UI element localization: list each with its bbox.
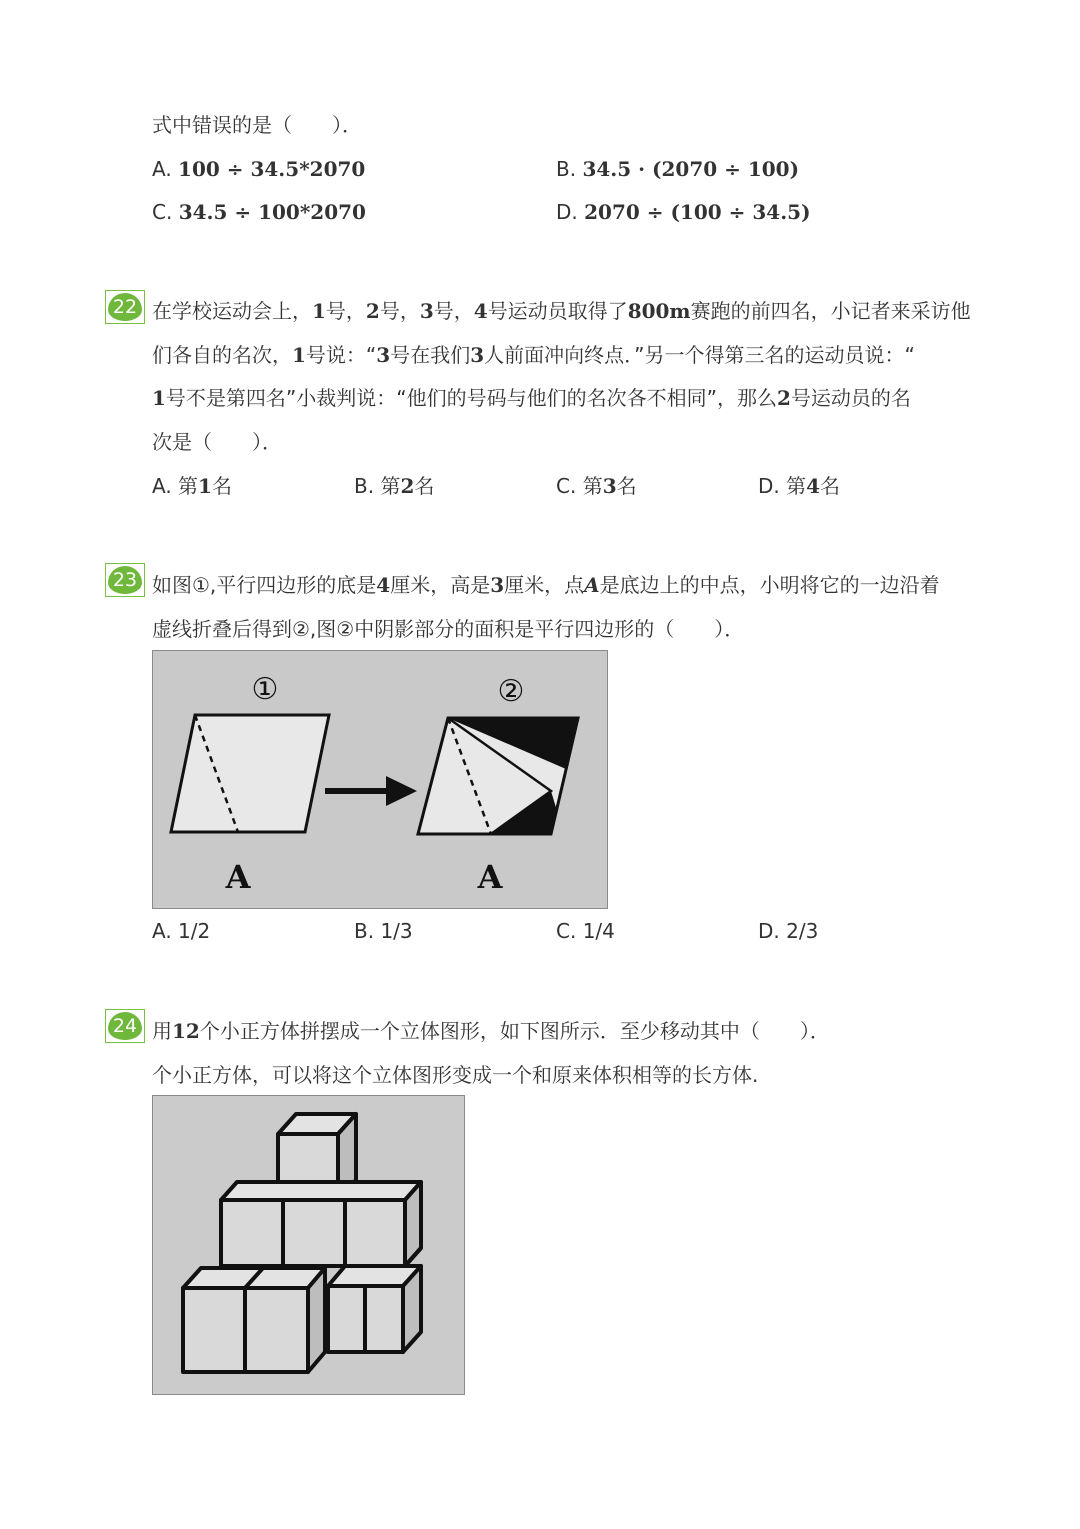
q22-option-d[interactable]: D. 第4名: [758, 474, 841, 498]
option-expr: 100 ÷ 34.5*2070: [178, 157, 366, 181]
point-a-label-2: A: [477, 858, 503, 896]
q24-stem-line-2: 个小正方体，可以将这个立体图形变成一个和原来体积相等的长方体.: [152, 1063, 759, 1087]
q23-option-c[interactable]: C. 1/4: [556, 919, 615, 943]
q24-stem-line-1: 用12个小正方体拼摆成一个立体图形，如下图所示．至少移动其中（ ）．: [152, 1019, 830, 1043]
option-label: A.: [152, 157, 172, 181]
question-number: 23: [108, 566, 142, 594]
figure-label-2: ②: [497, 674, 525, 709]
q21-option-a[interactable]: [152, 155, 365, 183]
figure-label-1: ①: [251, 672, 279, 707]
q22-stem-line-3: 1号不是第四名”小裁判说：“他们的号码与他们的名次各不相同”，那么2号运动员的名: [152, 386, 911, 410]
q21-option-c[interactable]: [152, 198, 366, 226]
q23-option-a[interactable]: A. 1/2: [152, 919, 211, 943]
option-label: D.: [556, 200, 578, 224]
option-expr: 34.5 ÷ 100*2070: [178, 200, 366, 224]
option-expr: 2070 ÷ (100 ÷ 34.5): [584, 200, 811, 224]
cube-row-bottom-front: [183, 1268, 325, 1372]
question-number-badge: [105, 563, 145, 597]
parallelogram-fold-figure: [152, 650, 608, 909]
q21-option-d[interactable]: [556, 198, 811, 226]
option-label: C.: [152, 200, 173, 224]
question-number: 22: [108, 293, 142, 321]
q23-stem-line-1: 如图①,平行四边形的底是4厘米，高是3厘米，点A是底边上的中点，小明将它的一边沿着: [152, 573, 940, 597]
parallelogram-1: [171, 715, 329, 832]
point-a-label-1: A: [225, 858, 251, 896]
question-number-badge: [105, 1009, 145, 1043]
q21-option-b[interactable]: [556, 155, 799, 183]
q23-stem-line-2: 虚线折叠后得到②,图②中阴影部分的面积是平行四边形的（ ）．: [152, 617, 745, 641]
question-number-badge: [105, 290, 145, 324]
option-label: B.: [556, 157, 577, 181]
q22-option-a[interactable]: A. 第1名: [152, 474, 232, 498]
question-number: 24: [108, 1012, 142, 1040]
q23-option-b[interactable]: B. 1/3: [354, 919, 413, 943]
q23-option-d[interactable]: D. 2/3: [758, 919, 819, 943]
cube-row-middle: [221, 1182, 421, 1266]
cube-stack-figure: [152, 1095, 465, 1395]
cube-row-lower-right: [328, 1266, 421, 1352]
q22-stem-line-1: 在学校运动会上，1号，2号，3号，4号运动员取得了800m赛跑的前四名，小记者来采访他: [152, 299, 971, 323]
option-expr: 34.5 · (2070 ÷ 100): [582, 157, 800, 181]
q22-stem-line-4: 次是（ ）．: [152, 430, 282, 454]
q21-stem-tail: 式中错误的是（ ）．: [152, 113, 362, 137]
q22-option-c[interactable]: C. 第3名: [556, 474, 637, 498]
q22-option-b[interactable]: B. 第2名: [354, 474, 435, 498]
q22-stem-line-2: 们各自的名次，1号说：“3号在我们3人前面冲向终点．”另一个得第三名的运动员说：“: [152, 343, 915, 367]
